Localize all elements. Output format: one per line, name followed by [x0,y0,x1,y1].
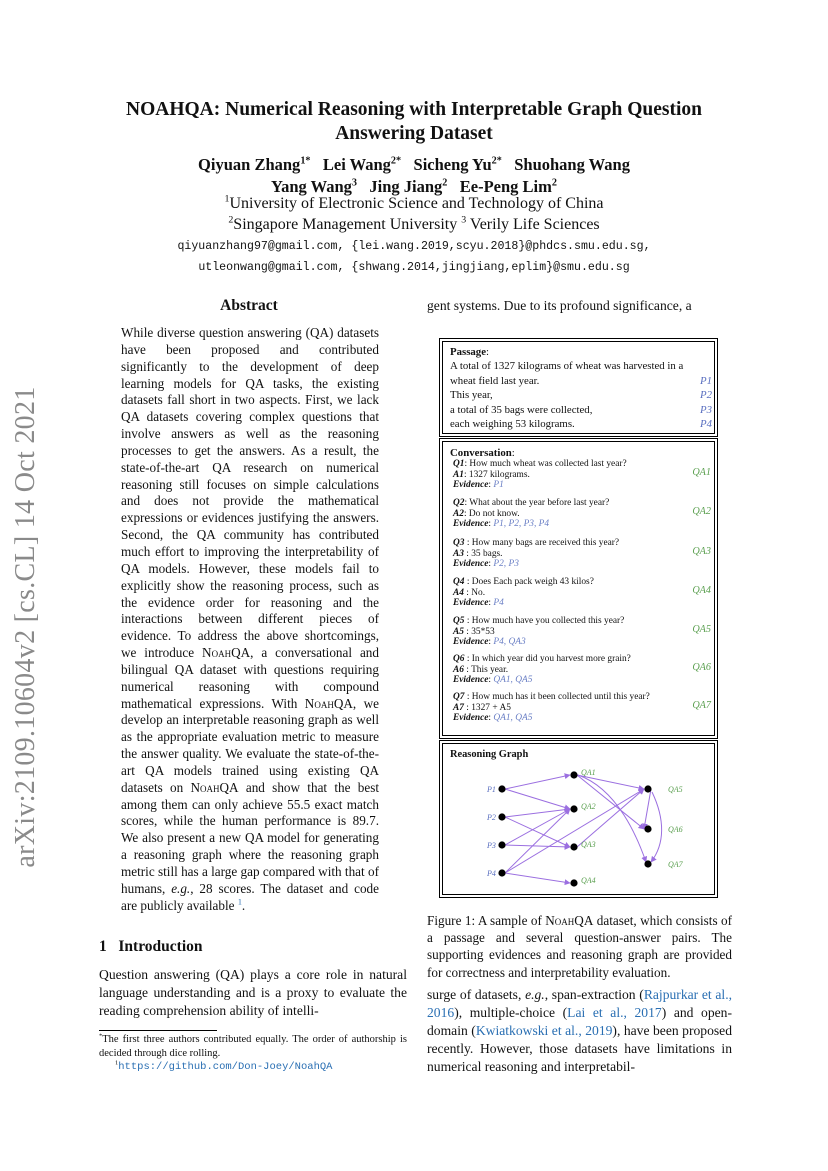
qa-label: QA2 [692,506,711,517]
evidence-label: Evidence [453,480,489,491]
footnote-star: *The first three authors contributed equally. The order of authorship is decided through dice rolling. [99,1032,407,1059]
reasoning-graph [443,744,714,894]
graph-edge [505,845,570,847]
footnote-url: $^1$https://github.com/Don-Joey/NoahQA [115,1059,333,1073]
passage-line [450,388,712,402]
author-name: Shuohang Wang [514,155,630,174]
graph-edge [505,809,570,873]
conversation-turn: Q2: What about the year before last year? A2: Do not know. Evidence: P1, P2, P3, P4 QA2 [453,498,711,530]
passage-label: Passage [450,346,486,358]
graph-edge [505,817,570,847]
question-text: : How much wheat was collected last year? [464,459,627,469]
question-text: : What about the year before last year? [464,498,610,508]
answer-id: A5 [453,626,464,637]
graph-node [498,813,505,820]
author-name: Lei Wang [322,155,391,174]
evidence-refs: P4, QA3 [493,637,526,648]
abstract-heading: Abstract [220,297,278,314]
conversation-turn: Q7 : How much has it been collected until this year? A7 : 1327 + A5 Evidence: QA1, QA5 QA7 [453,692,711,724]
evidence-refs: P1 [493,480,504,491]
evidence-label: Evidence [453,713,489,724]
evidence-label: Evidence [453,519,489,530]
graph-node-label: P1 [487,785,496,794]
title-line-1: NOAHQA: Numerical Reasoning with Interpretable Graph Question [126,99,702,120]
evidence-label: Evidence [453,559,489,570]
graph-label: Reasoning Graph [450,749,529,760]
question-text: : How many bags are received this year? [464,538,620,548]
author-name: Jing Jiang [369,177,443,196]
answer-text: : Do not know. [463,508,520,519]
affiliation: Verily Life Sciences [469,216,600,233]
graph-edge [505,789,570,809]
author-name: Ee-Peng Lim [459,177,552,196]
email-line: qiyuanzhang97@gmail.com, {lei.wang.2019,scyu.2018}@phdcs.smu.edu.sg, [177,240,651,253]
graph-node-label: QA7 [668,860,683,869]
paper-title [0,98,828,146]
graph-node [644,785,651,792]
evidence-refs: QA1, QA5 [493,675,533,686]
passage-line [450,374,712,388]
conversation-turn: Q3 : How many bags are received this year? A3 : 35 bags. Evidence: P2, P3 QA3 [453,538,711,570]
question-id: Q7 [453,692,465,702]
dataset-name: NoahQA [304,695,353,711]
evidence-label: Evidence [453,598,489,609]
arxiv-id: arXiv:2109.10604v2 [cs.CL] 14 Oct 2021 [10,386,41,868]
question-id: Q6 [453,654,465,664]
graph-node-label: QA1 [581,768,596,777]
graph-node-label: QA3 [581,840,596,849]
graph-edge [644,789,651,829]
title-line-2: Answering Dataset [335,123,493,144]
author-name: Sicheng Yu [413,155,492,174]
conversation-turn: Q6 : In which year did you harvest more grain? A6 : This year. Evidence: QA1, QA5 QA6 [453,654,711,686]
question-text: : In which year did you harvest more grain? [464,654,631,664]
dataset-name: NoahQA [190,779,239,795]
answer-text: : 35 bags. [463,548,503,559]
passage-line [450,417,712,431]
evidence-refs: P4 [493,598,504,609]
author-name: Yang Wang [271,177,352,196]
graph-node [570,879,577,886]
answer-text: : 1327 kilograms. [463,469,530,480]
answer-text: : This year. [463,664,509,675]
citation-link[interactable]: Rajpurkar et al., 2016 [427,987,733,1020]
question-text: : Does Each pack weigh 43 kilos? [464,577,594,587]
footnote-link[interactable]: 1 [237,897,242,907]
affiliation: University of Electronic Science and Technology of China [229,195,604,212]
abstract-body: While diverse question answering (QA) datasets have been proposed and contributed significantly to the development of deep learning models for QA tasks, the existing datasets fall short in two aspects. First, we lack QA datasets covering complex questions that involve answers as well as the reasoning processes to get the answers. As a result, the state-of-the-art QA research on numerical reasoning still focuses on simple calculations and does not provide the mathematical expressions or evidences justifying the answers. Second, the QA community has contributed much effort to improving the interpretability of QA models. However, these models fail to explicitly show the reasoning process, such as the evidence order for reasoning and the interactions between different pieces of evidence. To address the above shortcomings, we introduce NoahQA, a conversational and bilingual QA dataset with questions requiring numerical reasoning with compound mathematical expressions. With NoahQA, we develop an interpretable reasoning graph as well as the appropriate evaluation metric to measure the answer quality. We evaluate the state-of-the-art QA models trained using existing QA datasets on NoahQA and show that the best among them can only achieve 55.5 exact match scores, while the human performance is 89.7. We also present a new QA model for generating a reasoning graph where the reasoning graph metric still has a large gap compared with that of humans, e.g., 28 scores. The dataset and code are publicly available $^1$. [121,325,379,913]
graph-edge [505,809,570,817]
question-id: Q1 [453,459,465,469]
introduction-body: Question answering (QA) plays a core role in natural language understanding and is a proxy to evaluate the reading comprehension ability of intelli- [99,967,407,1018]
passage-ref: P2 [700,389,712,402]
github-link[interactable]: https://github.com/Don-Joey/NoahQA [118,1061,333,1073]
email-block [0,236,828,278]
answer-id: A2 [453,508,464,519]
author-name: Qiyuan Zhang [198,155,301,174]
graph-node-label: QA6 [668,825,683,834]
answer-text: : 35*53 [463,626,495,637]
author-list: Qiyuan Zhang$^{1*}$ Lei Wang$^{2*}$ Sicheng $Yu^{2*}$ Shuohang Wang Yang Wang$^3$ Jing Jiang$^2$ Ee-Peng Lim$^2$ [198,155,630,196]
qa-label: QA7 [692,700,711,711]
citation-link[interactable]: Kwiatkowski et al., 2019 [475,1023,613,1038]
question-id: Q3 [453,538,465,548]
graph-node-label: QA2 [581,802,596,811]
evidence-label: Evidence [453,637,489,648]
affiliation: Singapore Management University [233,216,458,233]
qa-label: QA1 [692,467,711,478]
graph-node [570,843,577,850]
graph-edge [577,775,644,789]
graph-node [498,785,505,792]
conversation-turn: Q1: How much wheat was collected last year? A1: 1327 kilograms. Evidence: P1 QA1 [453,459,711,491]
graph-node [498,869,505,876]
reasoning-graph-panel [439,740,718,898]
affiliations: $^1$University of Electronic Science and Technology of China $^2$Singapore Management University $^3$ Verily Life Sciences [224,193,604,233]
section-heading-introduction: 1 Introduction [99,938,203,955]
answer-id: A6 [453,664,464,675]
passage-text: a total of 35 bags were collected, [450,403,593,416]
evidence-label: Evidence [453,675,489,686]
conversation-label: Conversation [450,447,512,459]
graph-edge [505,775,570,789]
evidence-refs: P1, P2, P3, P4 [493,519,550,530]
conversation-panel: Conversation: Q1: How much wheat was collected last year? A1: 1327 kilograms. Evidence: P1 QA1 Q2: What about the year before last year? A2: Do not know. Evidence: P1, P2, P3, P4 QA2 Q3 : How many bags are received this year? A3 : 35 bags. Evidence: P2, P3 QA3 Q4 : Does Each pack weigh 43 kilos? A4 : No. Evidence: P4 QA4 Q5 : How much have you collected this year? A5 : 35*53 Evidence: P4, QA3 QA5 Q6 : In which year did you harvest more grain? A6 : This year. Evidence: QA1, QA5 QA6 Q7 : How much has it been collected until this year? A7 : 1327 + A5 Evidence: QA1, QA5 QA7 [439,438,718,739]
conversation-turn: Q5 : How much have you collected this year? A5 : 35*53 Evidence: P4, QA3 QA5 [453,616,711,648]
passage-line [450,359,708,373]
graph-node-label: P4 [487,869,496,878]
passage-lines [450,359,712,431]
qa-label: QA5 [692,624,711,635]
graph-node [644,825,651,832]
passage-text: wheat field last year. [450,374,540,387]
right-column-top-text: gent systems. Due to its profound significance, a [427,298,692,313]
passage-line [450,403,712,417]
email-line: utleonwang@gmail.com, {shwang.2014,jingjiang,eplim}@smu.edu.sg [198,261,630,274]
question-id: Q2 [453,498,465,508]
passage-ref: P3 [700,403,712,416]
question-text: : How much have you collected this year? [464,616,625,626]
graph-node-label: QA5 [668,785,683,794]
evidence-refs: QA1, QA5 [493,713,533,724]
graph-edge [505,789,644,873]
question-id: Q4 [453,577,465,587]
graph-node [498,841,505,848]
passage-text: A total of 1327 kilograms of wheat was harvested in a [450,360,684,373]
question-text: : How much has it been collected until this year? [464,692,650,702]
answer-text: : No. [463,587,486,598]
passage-text: This year, [450,389,493,402]
arxiv-stamp [6,378,46,876]
answer-id: A3 [453,548,464,559]
graph-edge [505,873,570,883]
graph-node-label: P3 [487,841,496,850]
citation-link[interactable]: Lai et al., 2017 [567,1005,662,1020]
evidence-refs: P2, P3 [493,559,519,570]
passage-ref: P1 [700,374,712,387]
passage-ref: P4 [700,418,712,431]
answer-id: A7 [453,702,464,713]
answer-id: A1 [453,469,464,480]
graph-node [570,771,577,778]
answer-text: : 1327 + A5 [463,702,511,713]
graph-node-label: QA4 [581,876,596,885]
dataset-name: NoahQA [202,645,251,661]
qa-label: QA3 [692,546,711,557]
graph-edge [651,792,662,862]
footnote-rule [99,1030,217,1031]
qa-label: QA4 [692,585,711,596]
answer-id: A4 [453,587,464,598]
passage-text: each weighing 53 kilograms. [450,418,575,431]
passage-panel: Passage: A total of 1327 kilograms of wheat was harvested in a wheat field last year. P1 This year, P2 a total of 35 bags were collected, P3 each weighing 53 kilograms. P4 [439,338,718,437]
graph-node [570,805,577,812]
question-id: Q5 [453,616,465,626]
conversation-turn: Q4 : Does Each pack weigh 43 kilos? A4 : No. Evidence: P4 QA4 [453,577,711,609]
right-column-body: surge of datasets, e.g., span-extraction (Rajpurkar et al., 2016), multiple-choice (Lai et al., 2017) and open-domain (Kwiatkowski et al., 2019), have been proposed recently. However, those datasets have limitations in numerical reasoning and interpretabil- [427,987,733,1074]
figure-caption: Figure 1: A sample of NoahQA dataset, which consists of a passage and several question-answer pairs. The supporting evidences and reasoning graph are provided for correctness and interpretability evaluation. [427,913,732,980]
graph-node [644,860,651,867]
graph-node-label: P2 [487,813,496,822]
qa-label: QA6 [692,662,711,673]
dataset-name: NoahQA [545,913,594,928]
